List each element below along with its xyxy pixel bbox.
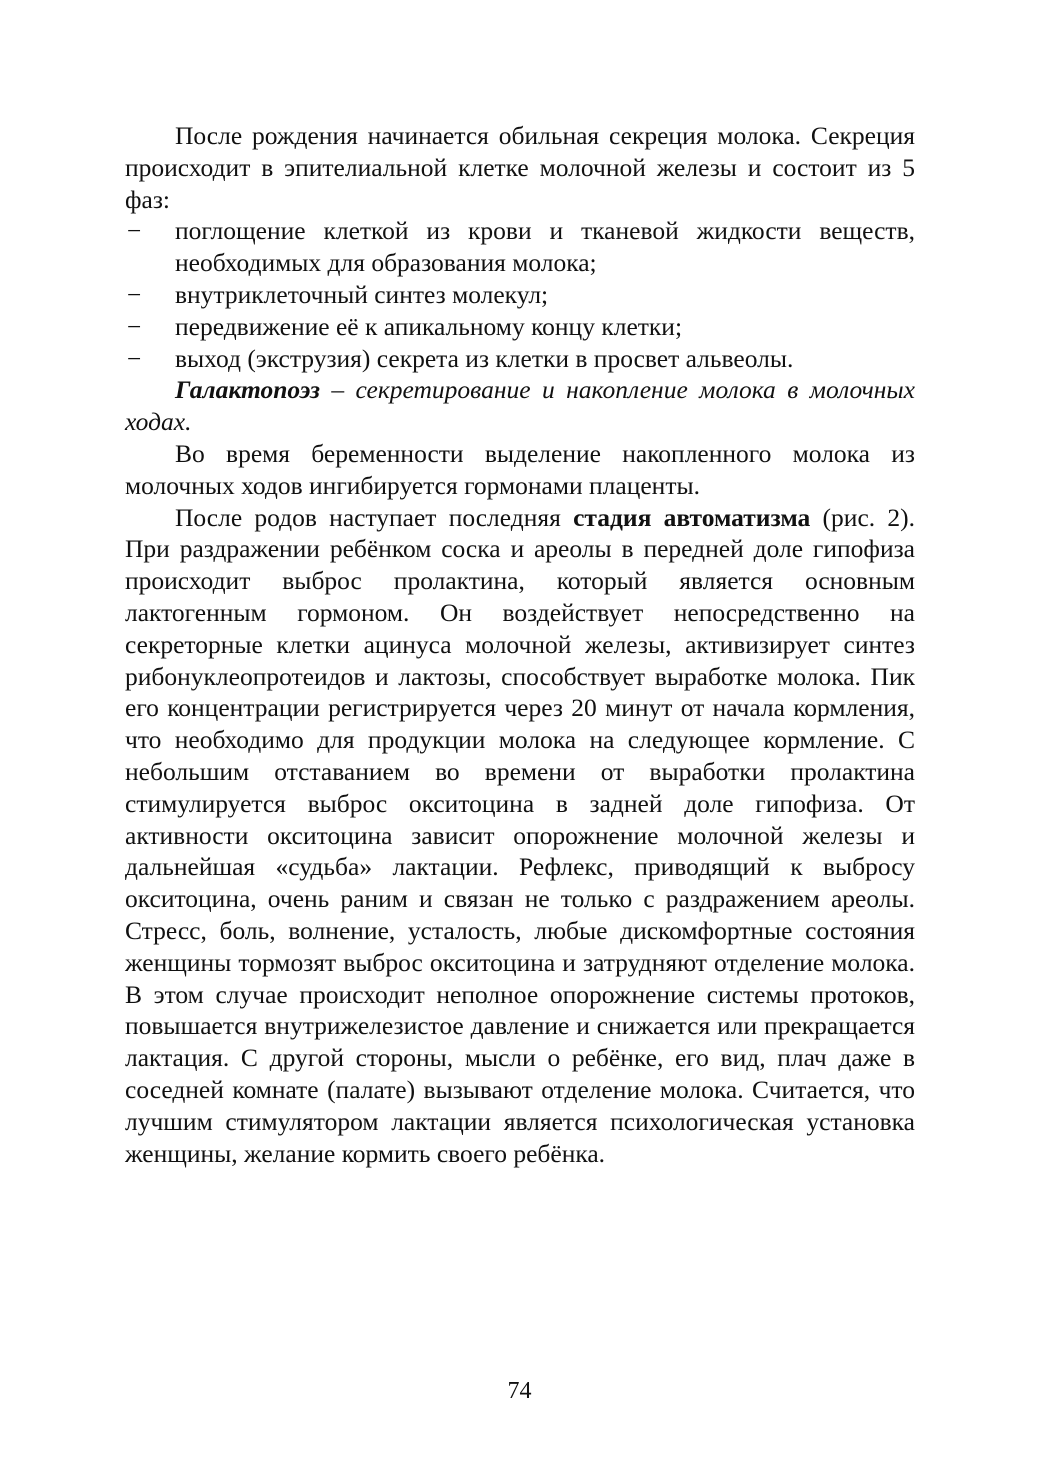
dash-bullet: −: [127, 311, 142, 341]
list-item-text: внутриклеточный синтез молекул;: [175, 279, 549, 309]
galactopoiesis-definition: [125, 374, 915, 438]
dash-bullet: −: [127, 279, 142, 309]
page-number: 74: [507, 1378, 532, 1404]
dash-bullet: −: [127, 216, 142, 246]
pregnancy-paragraph: Во время беременности выделение накопленного молока из молочных ходов ингибируется гормонами плаценты.: [125, 438, 915, 500]
list-item-text: выход (экструзия) секрета из клетки в просвет альвеолы.: [175, 343, 794, 373]
list-item-text: поглощение клеткой из крови и тканевой жидкости веществ, необходимых для образования молока;: [175, 216, 915, 278]
galactopoiesis-definition-text: – секретирование и накопление молока в молочных ходах.: [125, 375, 915, 437]
dash-bullet: −: [127, 343, 142, 373]
list-item: [125, 343, 915, 375]
list-item: [125, 279, 915, 311]
list-item-text: передвижение её к апикальному концу клетки;: [175, 311, 683, 341]
page-content: [125, 120, 915, 1169]
list-item: [125, 311, 915, 343]
intro-paragraph: После рождения начинается обильная секреция молока. Секреция происходит в эпителиальной клетке молочной железы и состоит из 5 фаз:: [125, 121, 915, 214]
secretion-phases-list: [125, 215, 915, 374]
automatism-text-after: (рис. 2). При раздражении ребёнком соска и ареолы в передней доле гипофиза происходит выброс пролактина, который является основным лактогенным гормоном. Он воздействует непосредственно на секреторные клетки ацинуса молочной железы, активизирует синтез рибонуклеопротеидов и лактозы, способствует выработке молока. Пик его концентрации регистрируется через 20 минут от начала кормления, что необходимо для продукции молока на следующее кормление. С небольшим отставанием во времени от выработки пролактина стимулируется выброс окситоцина в задней доле гипофиза. От активности окситоцина зависит опорожнение молочной железы и дальнейшая «судьба» лактации. Рефлекс, приводящий к выбросу окситоцина, очень раним и связан не только с раздражением ареолы. Стресс, боль, волнение, усталость, любые дискомфортные состояния женщины тормозят выброс окситоцина и затрудняют отделение молока. В этом случае происходит неполное опорожнение системы протоков, повышается внутрижелезистое давление и снижается или прекращается лактация. С другой стороны, мысли о ребёнке, его вид, плач даже в соседней комнате (палате) вызывают отделение молока. Считается, что лучшим стимулятором лактации является психологическая установка женщины, желание кормить своего ребёнка.: [125, 502, 916, 1168]
list-item: [125, 215, 915, 279]
automatism-text-before: После родов наступает последняя: [175, 502, 574, 532]
galactopoiesis-term: Галактопоэз: [175, 375, 320, 405]
automatism-stage-term: стадия автоматизма: [573, 502, 811, 532]
automatism-paragraph: [125, 502, 915, 1170]
